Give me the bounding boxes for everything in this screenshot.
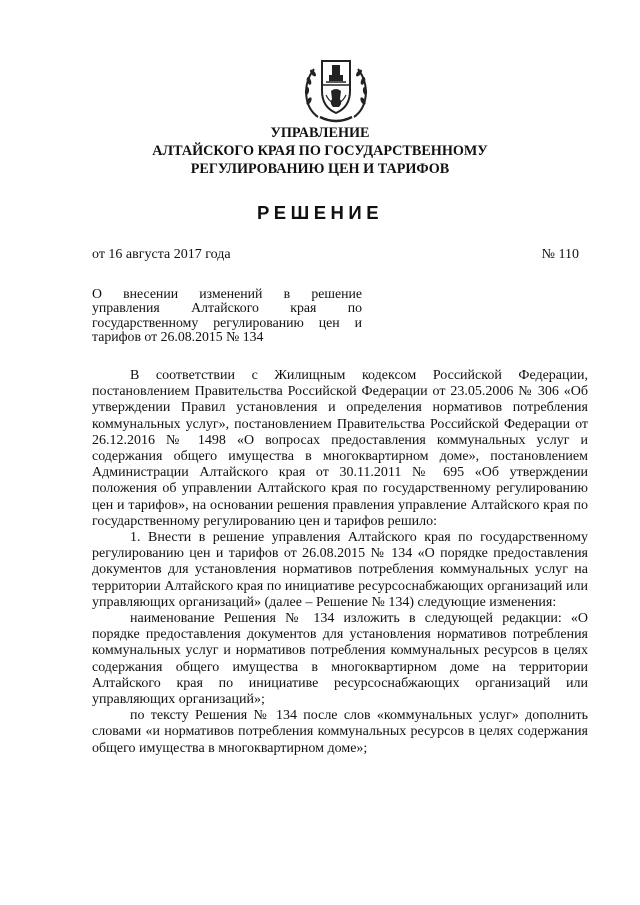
agency-line-3: РЕГУЛИРОВАНИЮ ЦЕН И ТАРИФОВ: [190, 161, 450, 177]
document-body: [92, 368, 588, 757]
body-paragraph-item-1: 1. Внести в решение управления Алтайского края по государственному регулированию цен и тарифов от 26.08.2015 № 134 «О порядке предоставления документов для установления нормативов потребления коммунальных услуг на территории Алтайского края по инициативе ресурсоснабжающих организаций или управляющих организаций» (далее – Решение № 134) следующие изменения:: [92, 530, 588, 610]
document-number: № 110: [541, 247, 579, 262]
body-paragraph-preamble: В соответствии с Жилищным кодексом Российской Федерации, постановлением Правительства Российской Федерации от 23.05.2006 № 306 «Об утверждении Правил установления и определения нормативов потребления коммунальных услуг», постановлением Правительства Российской Федерации от 26.12.2016 № 1498 «О вопросах предоставления коммунальных услуг и содержания общего имущества в многоквартирном доме», постановлением Администрации Алтайского края от 30.11.2011 № 695 «Об утверждении положения об управлении Алтайского края по государственному регулированию цен и тарифов», на основании решения правления управление Алтайского края по государственному регулированию цен и тарифов решило:: [92, 368, 588, 529]
document-title: РЕШЕНИЕ: [256, 202, 384, 223]
body-paragraph-text-change: по тексту Решения № 134 после слов «коммунальных услуг» дополнить словами «и нормативов потребления коммунальных ресурсов в целях содержания общего имущества в многоквартирном доме»;: [92, 708, 588, 756]
body-paragraph-title-change: наименование Решения № 134 изложить в следующей редакции: «О порядке предоставления документов для установления нормативов потребления коммунальных услуг и нормативов потребления коммунальных ресурсов в целях содержания общего имущества в многоквартирном доме на территории Алтайского края по инициативе ресурсоснабжающих организаций или управляющих организаций»;: [92, 611, 588, 708]
document-date: от 16 августа 2017 года: [92, 247, 231, 262]
agency-line-1: УПРАВЛЕНИЕ: [270, 125, 370, 141]
document-subject: О внесении изменений в решение управления Алтайского края по государственному регулированию цен и тарифов от 26.08.2015 № 134: [92, 286, 362, 345]
agency-name: [0, 124, 640, 178]
coat-of-arms-icon: [300, 55, 372, 125]
agency-line-2: АЛТАЙСКОГО КРАЯ ПО ГОСУДАРСТВЕННОМУ: [152, 143, 488, 159]
